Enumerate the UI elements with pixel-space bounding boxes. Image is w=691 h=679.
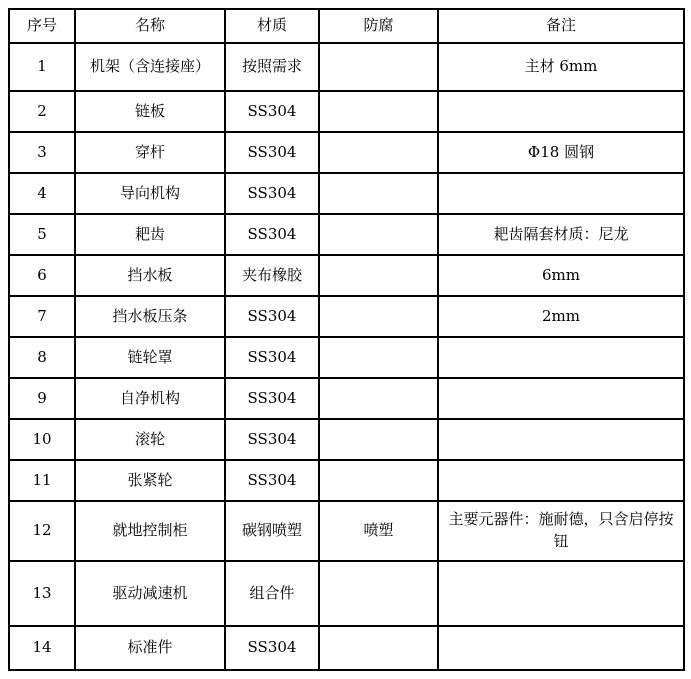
cell-anticorrosion	[319, 214, 438, 255]
cell-anticorrosion	[319, 173, 438, 214]
cell-anticorrosion	[319, 626, 438, 670]
cell-remark: Φ18 圆钢	[438, 132, 684, 173]
cell-no: 14	[9, 626, 75, 670]
cell-remark: 2mm	[438, 296, 684, 337]
cell-material: 碳钢喷塑	[225, 501, 319, 561]
header-material: 材质	[225, 9, 319, 43]
cell-no: 5	[9, 214, 75, 255]
cell-material: SS304	[225, 626, 319, 670]
cell-anticorrosion	[319, 296, 438, 337]
cell-name: 耙齿	[75, 214, 225, 255]
cell-material: SS304	[225, 419, 319, 460]
cell-anticorrosion	[319, 91, 438, 132]
cell-no: 11	[9, 460, 75, 501]
cell-name: 导向机构	[75, 173, 225, 214]
cell-name: 机架（含连接座）	[75, 43, 225, 91]
table-row	[9, 501, 684, 561]
table-row	[9, 173, 684, 214]
table-row	[9, 214, 684, 255]
table-header	[9, 9, 684, 43]
cell-name: 滚轮	[75, 419, 225, 460]
cell-name: 链轮罩	[75, 337, 225, 378]
table-row	[9, 296, 684, 337]
cell-material: 组合件	[225, 561, 319, 626]
table-row	[9, 43, 684, 91]
cell-material: SS304	[225, 378, 319, 419]
table-row	[9, 132, 684, 173]
table-row	[9, 419, 684, 460]
header-no: 序号	[9, 9, 75, 43]
cell-remark: 主材 6mm	[438, 43, 684, 91]
cell-no: 2	[9, 91, 75, 132]
cell-name: 挡水板压条	[75, 296, 225, 337]
parts-spec-table	[8, 8, 685, 671]
cell-remark	[438, 419, 684, 460]
cell-no: 1	[9, 43, 75, 91]
table-row	[9, 337, 684, 378]
cell-material: SS304	[225, 173, 319, 214]
table-row	[9, 561, 684, 626]
cell-no: 7	[9, 296, 75, 337]
cell-remark	[438, 460, 684, 501]
cell-material: 夹布橡胶	[225, 255, 319, 296]
table-row	[9, 255, 684, 296]
cell-no: 6	[9, 255, 75, 296]
cell-material: 按照需求	[225, 43, 319, 91]
cell-remark	[438, 173, 684, 214]
cell-name: 挡水板	[75, 255, 225, 296]
cell-material: SS304	[225, 337, 319, 378]
cell-no: 12	[9, 501, 75, 561]
header-name: 名称	[75, 9, 225, 43]
cell-anticorrosion	[319, 132, 438, 173]
cell-remark	[438, 91, 684, 132]
cell-name: 就地控制柜	[75, 501, 225, 561]
cell-anticorrosion	[319, 561, 438, 626]
cell-remark	[438, 626, 684, 670]
cell-remark: 主要元器件：施耐德，只含启停按钮	[438, 501, 684, 561]
cell-remark: 6mm	[438, 255, 684, 296]
cell-anticorrosion	[319, 43, 438, 91]
cell-remark	[438, 378, 684, 419]
cell-remark: 耙齿隔套材质：尼龙	[438, 214, 684, 255]
table-row	[9, 626, 684, 670]
cell-material: SS304	[225, 132, 319, 173]
cell-anticorrosion	[319, 378, 438, 419]
table-row	[9, 91, 684, 132]
header-anticorrosion: 防腐	[319, 9, 438, 43]
cell-name: 张紧轮	[75, 460, 225, 501]
header-remark: 备注	[438, 9, 684, 43]
cell-no: 3	[9, 132, 75, 173]
cell-no: 13	[9, 561, 75, 626]
cell-name: 驱动减速机	[75, 561, 225, 626]
cell-no: 4	[9, 173, 75, 214]
cell-name: 自净机构	[75, 378, 225, 419]
cell-anticorrosion	[319, 255, 438, 296]
table-row	[9, 460, 684, 501]
header-row	[9, 9, 684, 43]
cell-remark	[438, 337, 684, 378]
table-body	[9, 43, 684, 670]
cell-no: 10	[9, 419, 75, 460]
table-row	[9, 378, 684, 419]
cell-name: 标准件	[75, 626, 225, 670]
cell-material: SS304	[225, 91, 319, 132]
cell-no: 9	[9, 378, 75, 419]
cell-material: SS304	[225, 460, 319, 501]
cell-no: 8	[9, 337, 75, 378]
cell-name: 链板	[75, 91, 225, 132]
cell-material: SS304	[225, 214, 319, 255]
cell-remark	[438, 561, 684, 626]
cell-anticorrosion	[319, 337, 438, 378]
cell-anticorrosion	[319, 419, 438, 460]
cell-material: SS304	[225, 296, 319, 337]
cell-name: 穿杆	[75, 132, 225, 173]
cell-anticorrosion	[319, 460, 438, 501]
cell-anticorrosion: 喷塑	[319, 501, 438, 561]
